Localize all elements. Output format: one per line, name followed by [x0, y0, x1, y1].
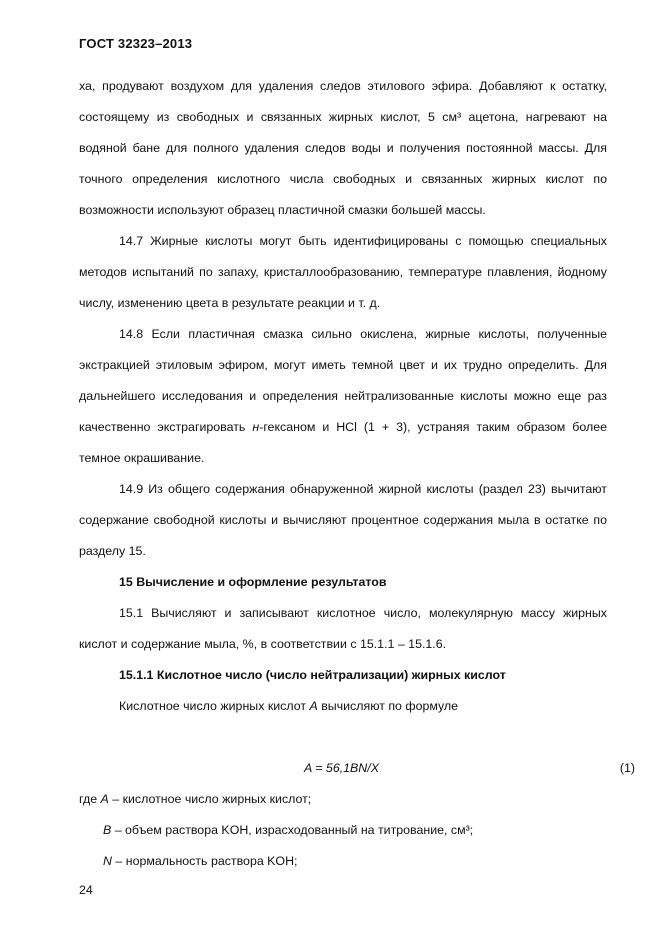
where-item-a [79, 784, 607, 815]
formula-intro-part2: вычисляют по формуле [317, 699, 459, 713]
paragraph-14-7: 14.7 Жирные кислоты могут быть идентифицированы с помощью специальных методов испытаний по запаху, кристаллообразованию, температуре плавления, йодному числу, изменению цвета в результате реакции и т. д. [79, 234, 607, 310]
paragraph-formula-intro [79, 691, 607, 722]
where-var-b: B [103, 823, 112, 837]
formula-row [79, 753, 635, 784]
paragraph-15-1: 15.1 Вычисляют и записывают кислотное число, молекулярную массу жирных кислот и содержание мыла, %, в соответствии с 15.1.1 – 15.1.6. [79, 606, 607, 651]
document-header: ГОСТ 32323–2013 [79, 36, 193, 51]
where-var-a: A [100, 792, 109, 806]
where-prefix: где [79, 792, 101, 806]
section-heading-15: 15 Вычисление и оформление результатов [119, 575, 387, 589]
paragraph-14-9: 14.9 Из общего содержания обнаруженной жирной кислоты (раздел 23) вычитают содержание свободной кислоты и вычисляют процентное содержания мыла в остатке по разделу 15. [79, 482, 607, 558]
where-item-n [79, 846, 607, 877]
where-var-n: N [103, 854, 112, 868]
where-item-b [79, 815, 607, 846]
page-number: 24 [79, 883, 93, 897]
paragraph-14-8-part2: -гексаном и HCl (1 + 3), устраняя таким образом более темное окрашивание. [79, 420, 608, 465]
formula-number: (1) [619, 761, 635, 775]
paragraph-14-8-part1: 14.8 Если пластичная смазка сильно окислена, жирные кислоты, полученные экстракцией этиловым эфиром, могут иметь темной цвет и их трудно определить. Для дальнейшего исследования и определения нейтрализованные кислоты можно еще раз качественно экстрагировать [79, 327, 607, 434]
formula-intro-part1: Кислотное число жирных кислот [119, 699, 310, 713]
paragraph-14-8-italic: н [252, 420, 260, 434]
where-text-b: – объем раствора KOH, израсходованный на титрование, см³; [111, 823, 474, 837]
paragraph-14-8 [79, 319, 607, 474]
document-body [79, 71, 635, 877]
where-text-a: – кислотное число жирных кислот; [108, 792, 312, 806]
paragraph-continuation: ха, продувают воздухом для удаления следов этилового эфира. Добавляют к остатку, состоящему из свободных и связанных жирных кислот, 5 см³ ацетона, нагревают на водяной бане для полного удаления следов воды и получения постоянной массы. Для точного определения кислотного числа свободных и связанных жирных кислот по возможности используют образец пластичной смазки большей массы. [79, 79, 607, 217]
where-text-n: – нормальность раствора KOH; [111, 854, 298, 868]
formula-intro-var: А [309, 699, 318, 713]
subsection-heading-15-1-1: 15.1.1 Кислотное число (число нейтрализации) жирных кислот [119, 668, 506, 682]
formula-expression: A = 56,1BN/X [304, 761, 379, 775]
